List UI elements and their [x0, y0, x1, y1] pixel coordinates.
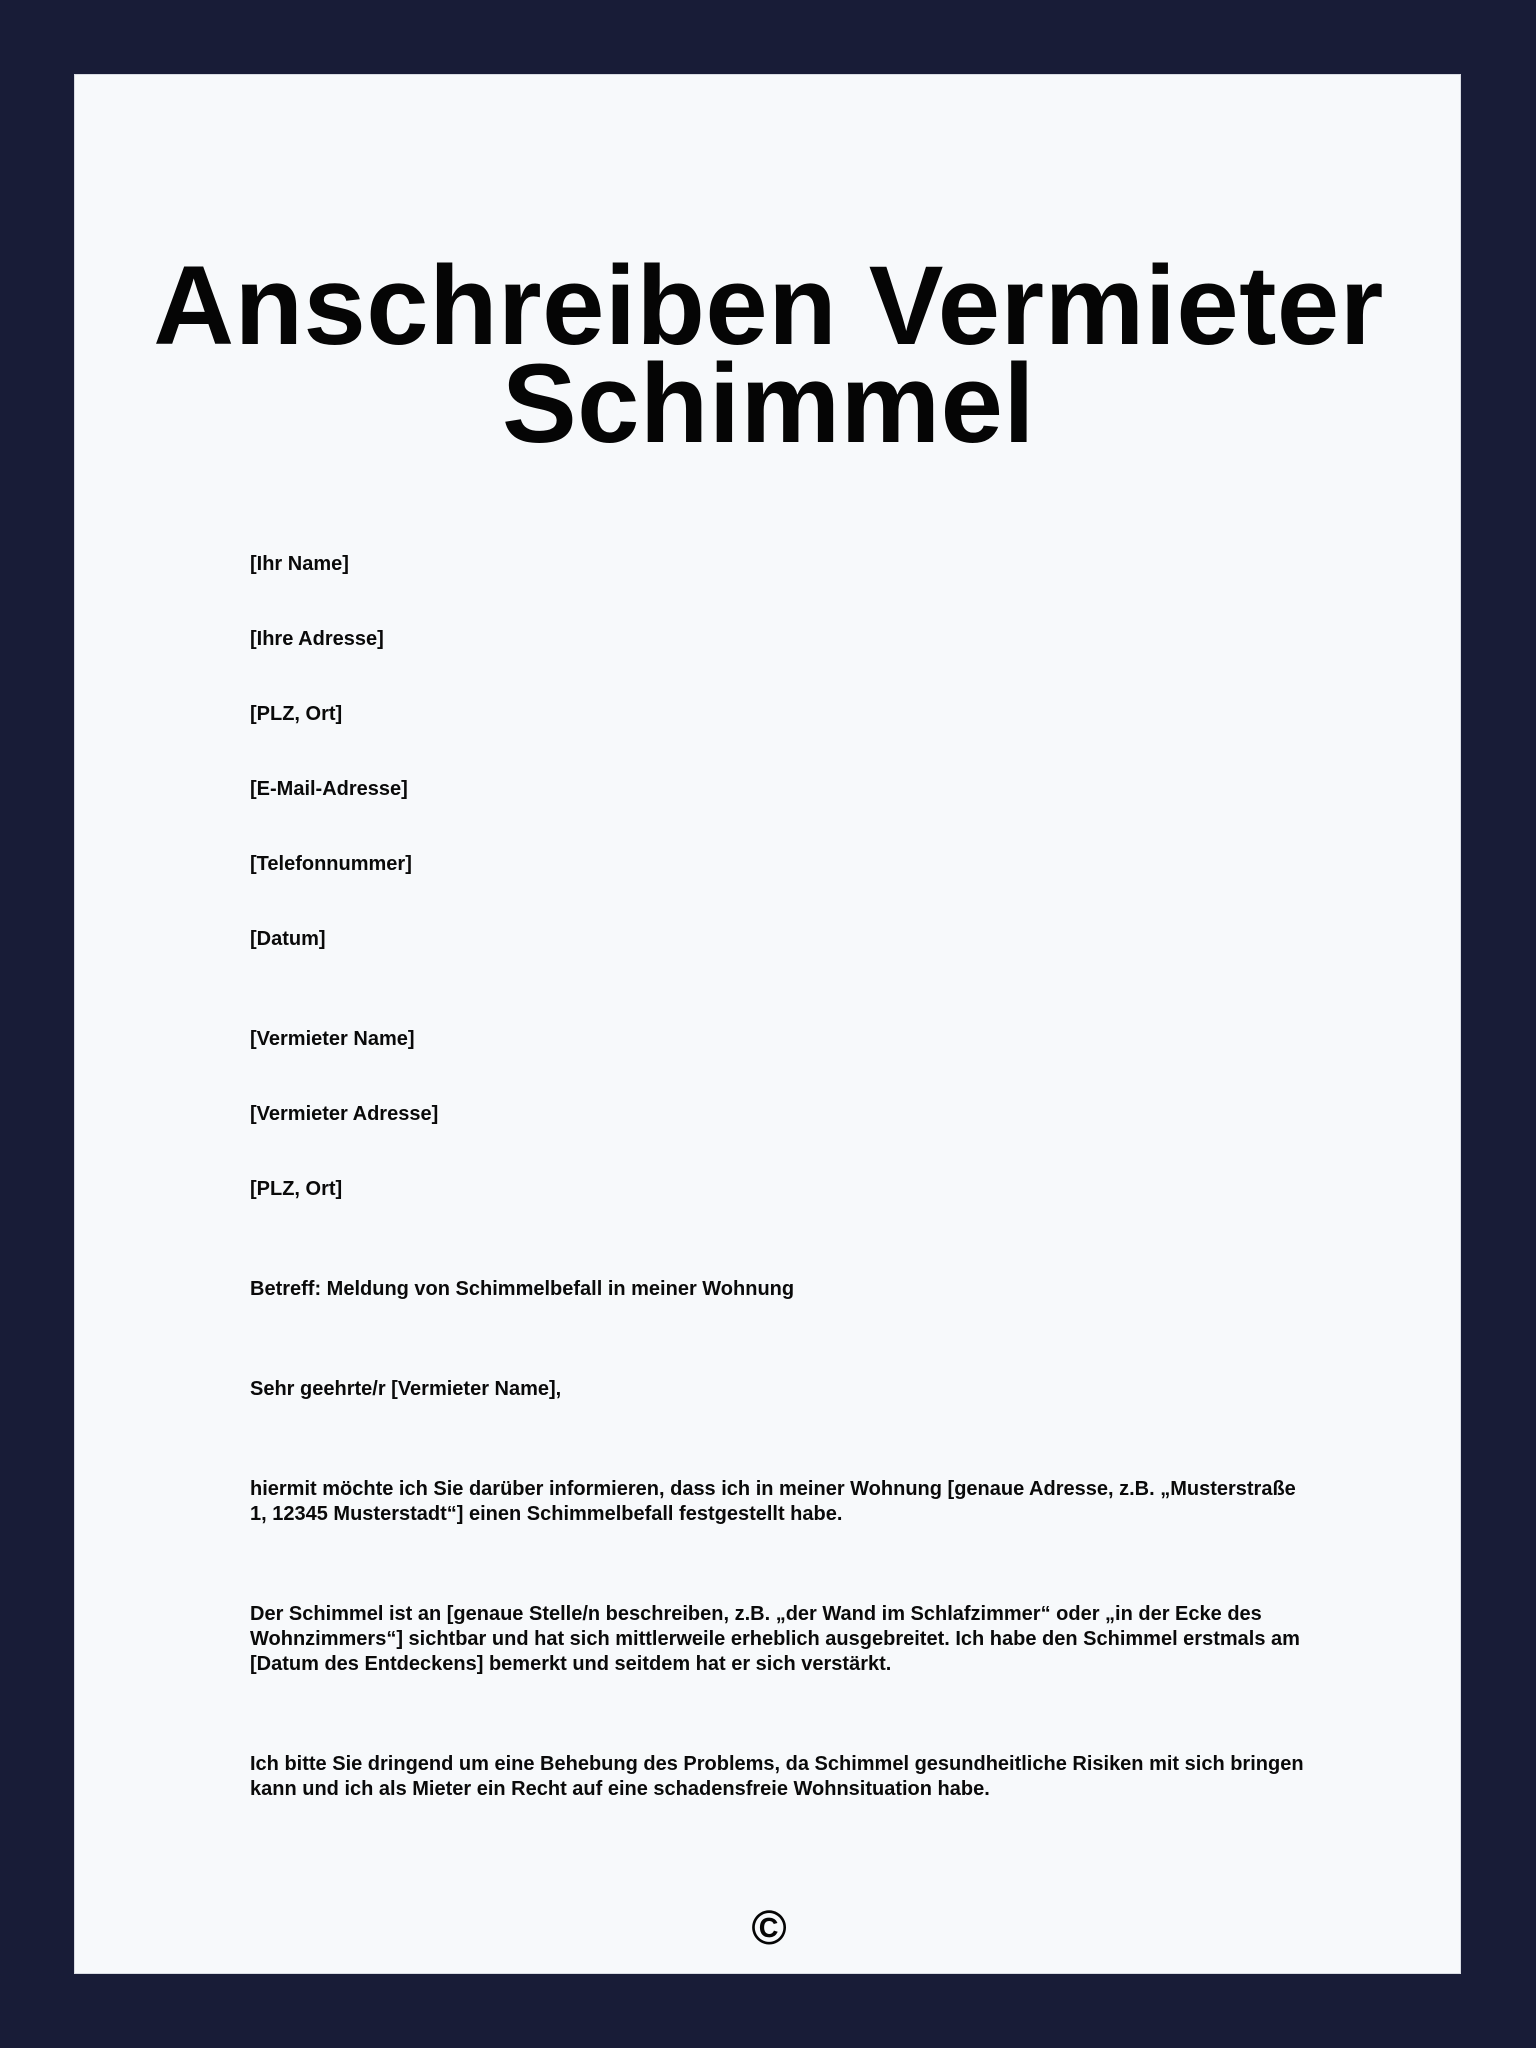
sender-address: [Ihre Adresse] [250, 628, 384, 650]
body-paragraph-3: Ich bitte Sie dringend um eine Behebung des Problems, da Schimmel gesundheitliche Risiken mit sich bringen kann und ich als Mieter ein Recht auf eine schadensfreie Wohnsituation habe. [250, 1753, 1304, 1800]
recipient-postal-city: [PLZ, Ort] [250, 1178, 343, 1200]
body-paragraph-2: Der Schimmel ist an [genaue Stelle/n beschreiben, z.B. „der Wand im Schlafzimmer“ oder „in der Ecke des Wohnzimmers“] sichtbar und hat sich mittlerweile erheblich ausgebreitet. Ich habe den Schimmel erstmals am [Datum des Entdeckens] bemerkt und seitdem hat er sich verstärkt. [250, 1603, 1300, 1675]
subject-line: Betreff: Meldung von Schimmelbefall in meiner Wohnung [250, 1278, 795, 1300]
document-title: Anschreiben Vermieter Schimmel [153, 243, 1384, 466]
salutation: Sehr geehrte/r [Vermieter Name], [250, 1378, 562, 1400]
recipient-address: [Vermieter Adresse] [250, 1103, 439, 1125]
sender-phone: [Telefonnummer] [250, 853, 412, 875]
recipient-name: [Vermieter Name] [250, 1028, 415, 1050]
letter-date: [Datum] [250, 928, 326, 950]
letter-page [74, 74, 1461, 1974]
copyright-icon: © [751, 1902, 787, 1955]
sender-name: [Ihr Name] [250, 553, 349, 575]
body-paragraph-1: hiermit möchte ich Sie darüber informieren, dass ich in meiner Wohnung [genaue Adresse, z.B. „Musterstraße 1, 12345 Musterstadt“] einen Schimmelbefall festgestellt habe. [250, 1478, 1296, 1525]
sender-postal-city: [PLZ, Ort] [250, 703, 343, 725]
sender-email: [E-Mail-Adresse] [250, 778, 408, 800]
